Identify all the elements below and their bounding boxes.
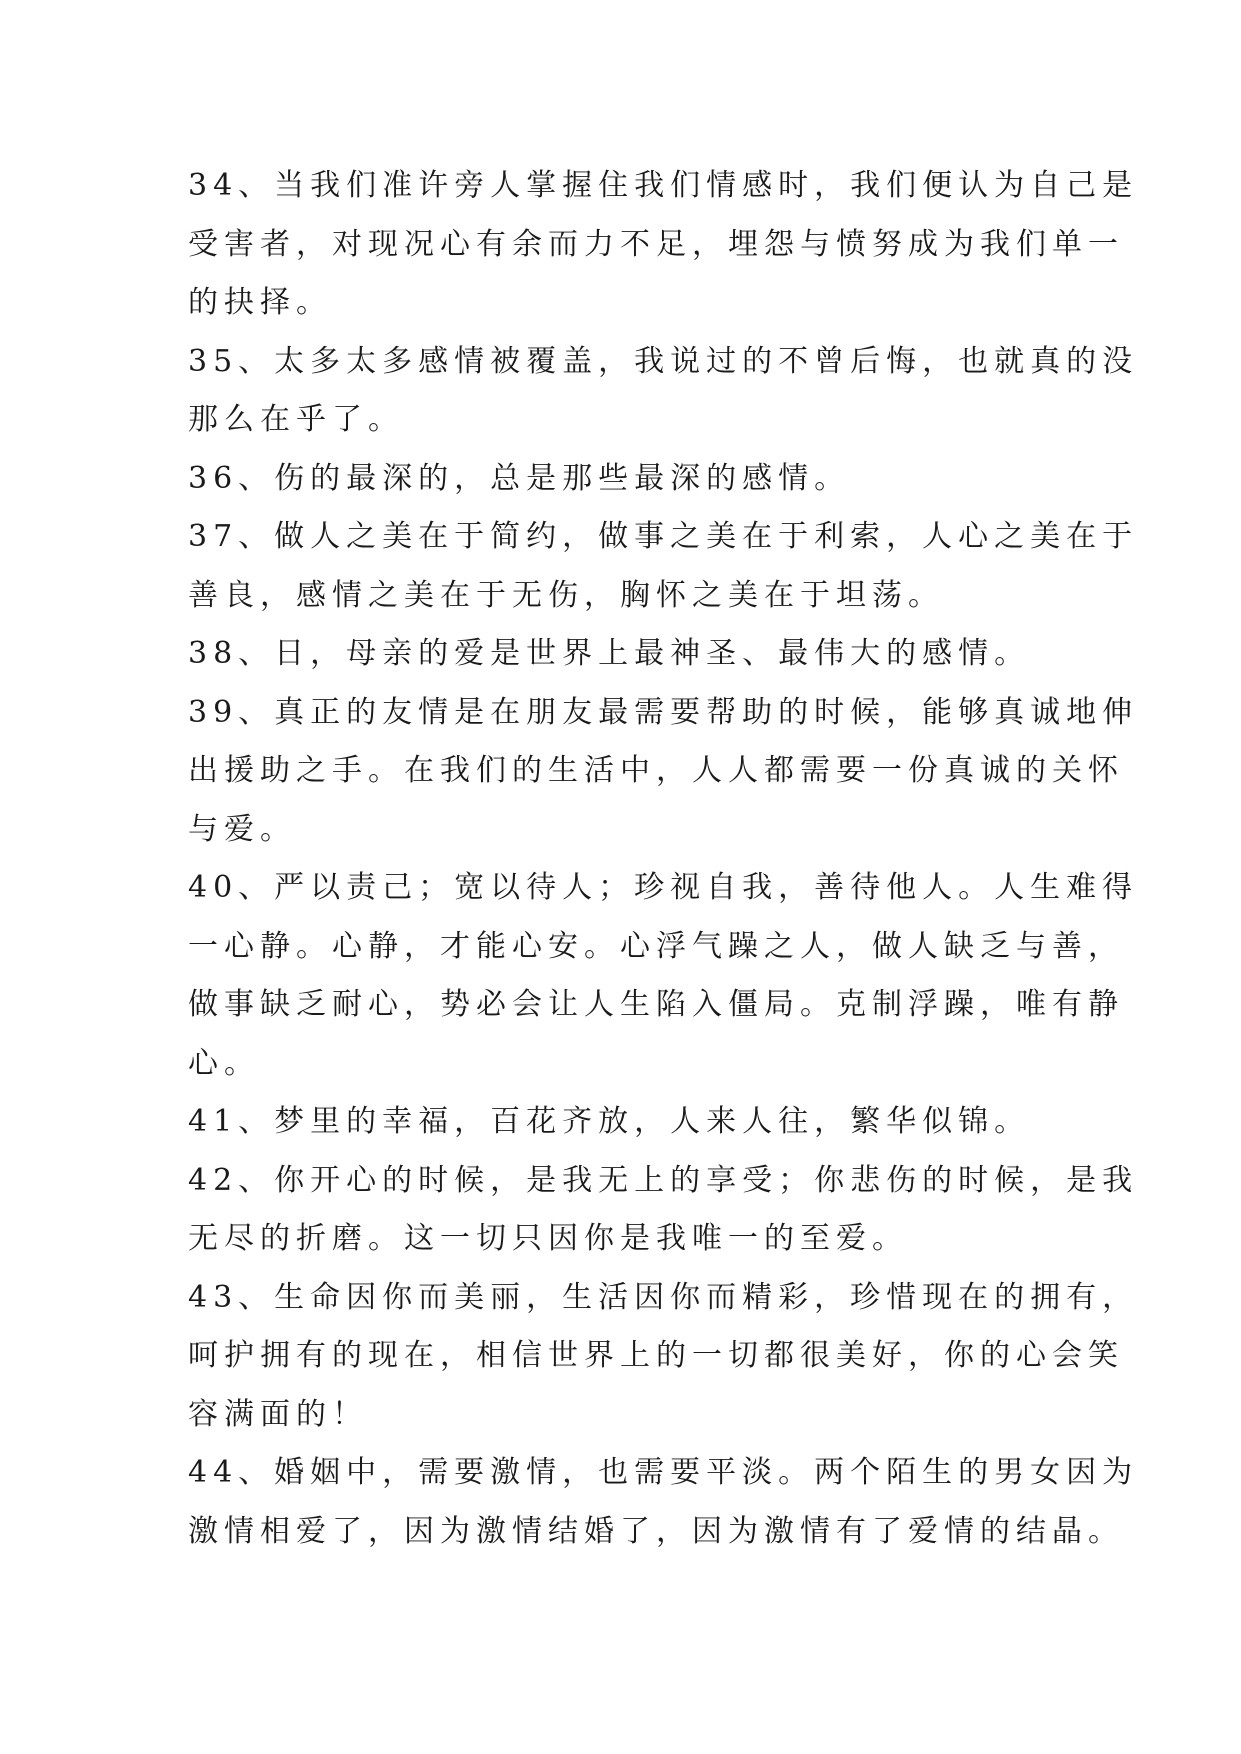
paragraph-34: [188, 157, 1139, 333]
paragraph-42: [188, 1152, 1139, 1269]
text-line: 无尽的折磨。这一切只因你是我唯一的至爱。: [188, 1221, 908, 1256]
text-line: 心。: [188, 1045, 260, 1081]
text-line: 37、做人之美在于简约，做事之美在于利索，人心之美在于: [188, 519, 1139, 554]
text-line: 34、当我们准许旁人掌握住我们情感时，我们便认为自己是: [188, 168, 1139, 203]
text-line: 出援助之手。在我们的生活中，人人都需要一份真诚的关怀: [188, 753, 1124, 788]
text-line: 呵护拥有的现在，相信世界上的一切都很美好，你的心会笑: [188, 1338, 1124, 1373]
text-line: 36、伤的最深的，总是那些最深的感情。: [188, 460, 851, 496]
paragraph-38: [188, 625, 1068, 684]
text-line: 那么在乎了。: [188, 402, 404, 437]
text-line: 42、你开心的时候，是我无上的享受；你悲伤的时候，是我: [188, 1162, 1139, 1198]
text-line: 容满面的！: [188, 1396, 368, 1432]
text-line: 43、生命因你而美丽，生活因你而精彩，珍惜现在的拥有，: [188, 1279, 1139, 1315]
text-line: 一心静。心静，才能心安。心浮气躁之人，做人缺乏与善，: [188, 928, 1124, 964]
paragraph-44: [188, 1444, 1139, 1561]
text-line: 41、梦里的幸福，百花齐放，人来人往，繁华似锦。: [188, 1104, 1031, 1139]
text-line: 的抉择。: [188, 285, 332, 320]
text-line: 35、太多太多感情被覆盖，我说过的不曾后悔，也就真的没: [188, 343, 1139, 379]
text-line: 44、婚姻中，需要激情，也需要平淡。两个陌生的男女因为: [188, 1455, 1139, 1490]
text-line: 受害者，对现况心有余而力不足，埋怨与愤努成为我们单一: [188, 226, 1124, 262]
text-line: 激情相爱了，因为激情结婚了，因为激情有了爱情的结晶。: [188, 1513, 1124, 1549]
text-line: 38、日，母亲的爱是世界上最神圣、最伟大的感情。: [188, 636, 1031, 671]
paragraph-40: [188, 859, 1139, 1093]
paragraph-35: [188, 333, 1139, 450]
text-line: 与爱。: [188, 811, 296, 847]
paragraph-37: [188, 508, 1139, 625]
text-line: 做事缺乏耐心，势必会让人生陷入僵局。克制浮躁，唯有静: [188, 987, 1124, 1022]
paragraph-36: [188, 450, 1068, 509]
text-line: 40、严以责己；宽以待人；珍视自我，善待他人。人生难得: [188, 870, 1139, 905]
paragraph-41: [188, 1093, 1068, 1152]
document-body: [188, 157, 1139, 1561]
paragraph-43: [188, 1269, 1139, 1445]
text-line: 39、真正的友情是在朋友最需要帮助的时候，能够真诚地伸: [188, 694, 1139, 730]
paragraph-39: [188, 684, 1139, 860]
text-line: 善良，感情之美在于无伤，胸怀之美在于坦荡。: [188, 577, 944, 613]
